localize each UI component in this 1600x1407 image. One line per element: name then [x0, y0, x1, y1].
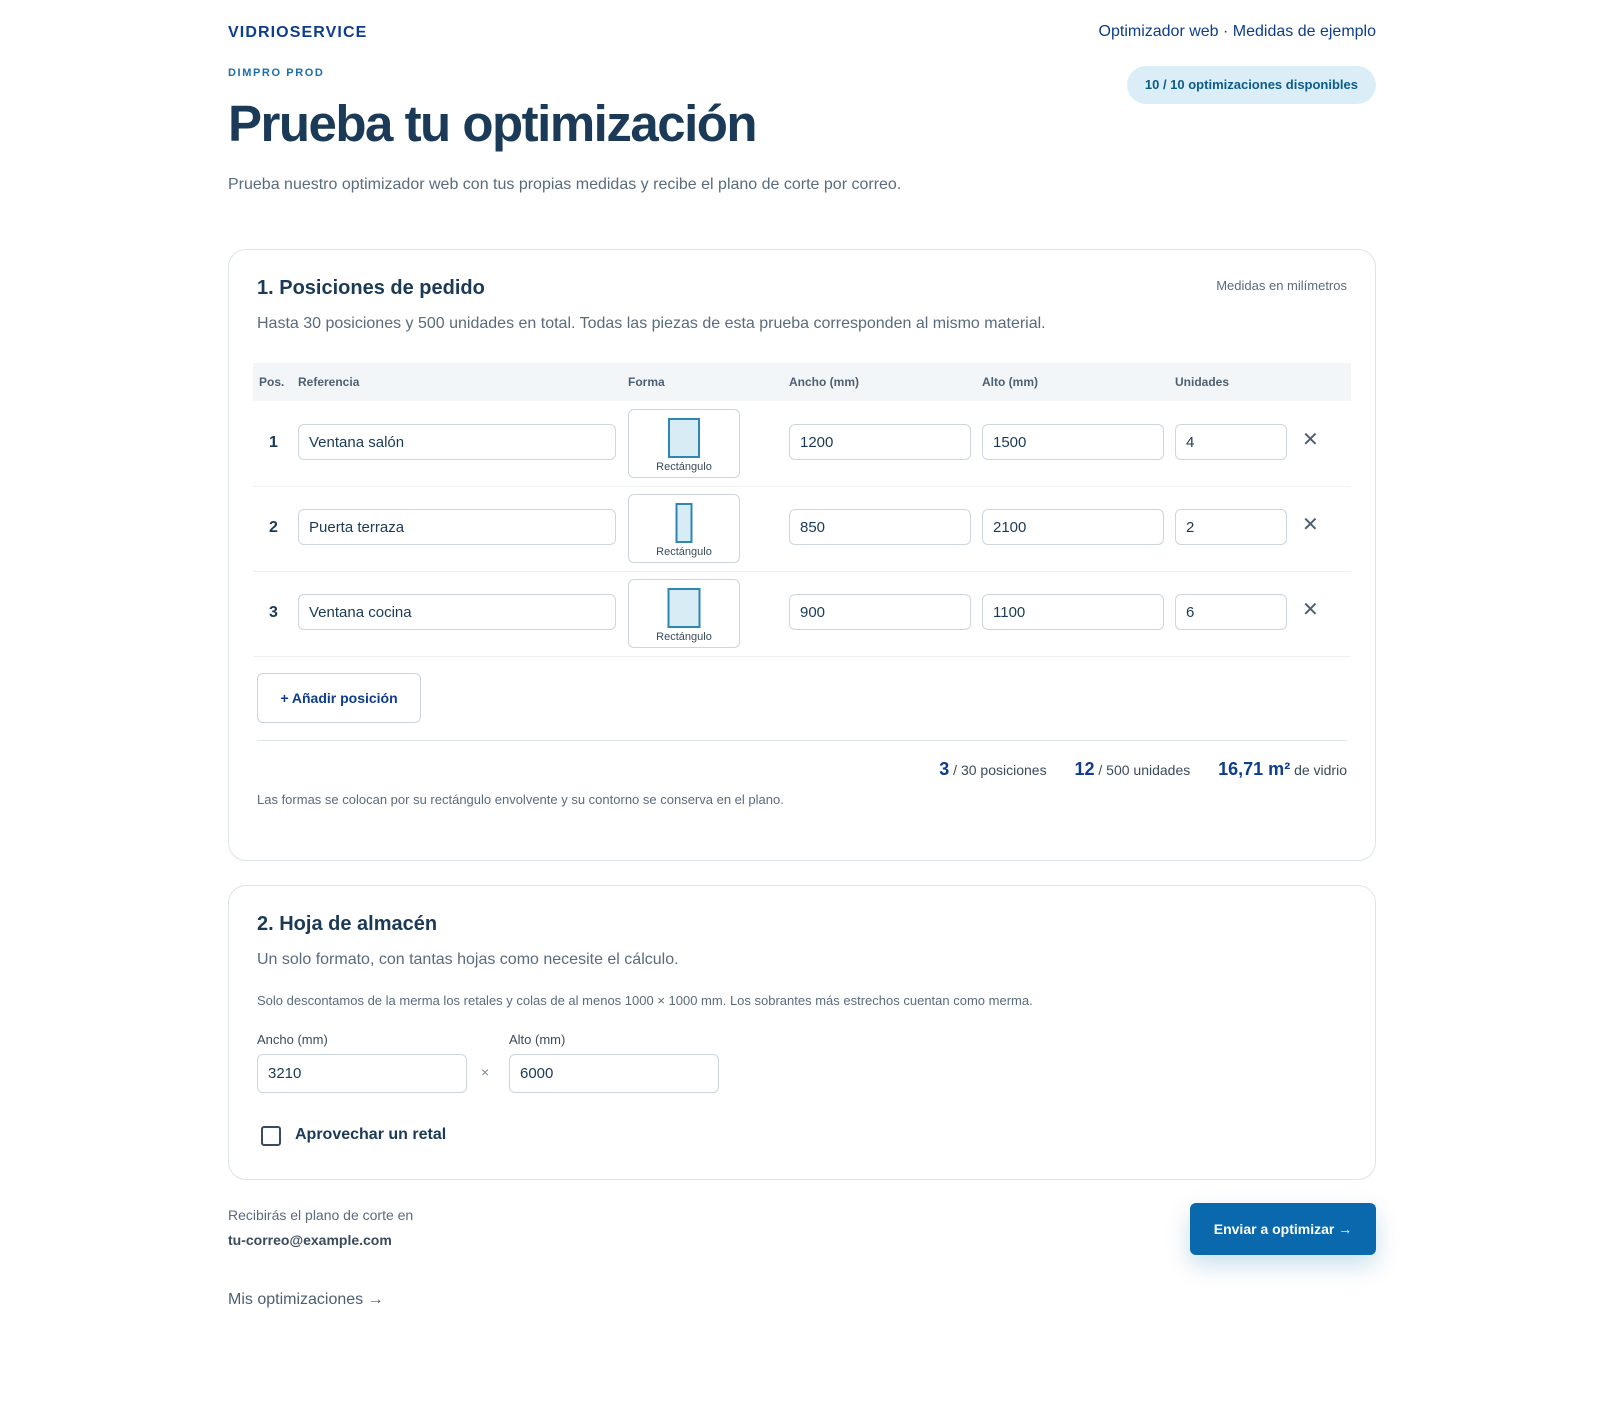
table-row	[253, 486, 1351, 572]
shape-selector[interactable]	[628, 494, 740, 563]
col-header-pos: Pos.	[259, 375, 285, 389]
receive-text: Recibirás el plano de corte en	[228, 1207, 414, 1223]
units-input[interactable]: 4	[1175, 424, 1287, 460]
use-remnant-label[interactable]: Aprovechar un retal	[295, 1126, 447, 1143]
row-position: 2	[269, 519, 278, 536]
sheet-height-label: Alto (mm)	[509, 1032, 566, 1047]
send-optimize-button[interactable]: Enviar a optimizar →	[1190, 1203, 1376, 1255]
table-row	[253, 571, 1351, 657]
col-header-height: Alto (mm)	[982, 375, 1038, 389]
add-position-button[interactable]: + Añadir posición	[257, 673, 421, 723]
section-description: Hasta 30 posiciones y 500 unidades en total. Todas las piezas de esta prueba corresponden al mismo material.	[257, 315, 1046, 332]
sheet-width-input[interactable]: 3210	[257, 1054, 467, 1093]
rectangle-shape-icon	[668, 588, 701, 628]
merma-note: Solo descontamos de la merma los retales y colas de al menos 1000 × 1000 mm. Los sobrantes más estrechos cuentan como merma.	[257, 993, 1033, 1008]
row-position: 3	[269, 604, 278, 621]
width-input[interactable]: 900	[789, 594, 971, 630]
section-title: 2. Hoja de almacén	[257, 913, 438, 935]
positions-count	[939, 759, 1047, 779]
positions-text: / 30 posiciones	[953, 762, 1047, 778]
my-optimizations-link[interactable]: Mis optimizaciones →	[228, 1291, 384, 1308]
page-title: Prueba tu optimización	[228, 95, 757, 152]
col-header-shape: Forma	[628, 375, 665, 389]
use-remnant-checkbox[interactable]	[261, 1126, 281, 1146]
area-text: de vidrio	[1294, 762, 1347, 778]
delete-row-icon[interactable]: ✕	[1302, 429, 1319, 451]
height-input[interactable]: 1100	[982, 594, 1164, 630]
table-row	[253, 401, 1351, 487]
glass-area	[1218, 759, 1347, 779]
row-position: 1	[269, 434, 278, 451]
divider	[257, 740, 1347, 741]
positions-value: 3	[939, 759, 950, 779]
height-input[interactable]: 2100	[982, 509, 1164, 545]
shape-label: Rectángulo	[656, 546, 712, 558]
quota-badge: 10 / 10 optimizaciones disponibles	[1127, 66, 1376, 104]
order-summary	[915, 759, 1347, 780]
units-value: 12	[1074, 759, 1095, 779]
units-text: / 500 unidades	[1098, 762, 1191, 778]
order-positions-card	[228, 249, 1376, 861]
times-icon: ×	[481, 1064, 490, 1080]
brand-logo[interactable]: VIDRIOSERVICE	[228, 24, 368, 41]
reference-input[interactable]: Ventana salón	[298, 424, 616, 460]
table-header	[253, 363, 1351, 401]
area-value: 16,71 m²	[1218, 759, 1291, 779]
sheet-width-label: Ancho (mm)	[257, 1032, 328, 1047]
sheet-height-input[interactable]: 6000	[509, 1054, 719, 1093]
height-input[interactable]: 1500	[982, 424, 1164, 460]
stock-sheet-card	[228, 885, 1376, 1180]
col-header-width: Ancho (mm)	[789, 375, 859, 389]
rectangle-shape-icon	[676, 503, 693, 543]
width-input[interactable]: 850	[789, 509, 971, 545]
reference-input[interactable]: Ventana cocina	[298, 594, 616, 630]
shape-selector[interactable]	[628, 409, 740, 478]
email-address: tu-correo@example.com	[228, 1232, 392, 1248]
section-description: Un solo formato, con tantas hojas como necesite el cálculo.	[257, 951, 679, 968]
col-header-units: Unidades	[1175, 375, 1230, 389]
eyebrow-label: DIMPRO PROD	[228, 67, 325, 79]
col-header-reference: Referencia	[298, 375, 360, 389]
rectangle-shape-icon	[668, 418, 700, 458]
shape-label: Rectángulo	[656, 631, 712, 643]
width-input[interactable]: 1200	[789, 424, 971, 460]
top-nav-link[interactable]: Optimizador web · Medidas de ejemplo	[1098, 23, 1376, 40]
units-input[interactable]: 2	[1175, 509, 1287, 545]
page-subtitle: Prueba nuestro optimizador web con tus propias medidas y recibe el plano de corte por correo.	[228, 176, 902, 193]
units-note: Medidas en milímetros	[1216, 278, 1347, 293]
shape-label: Rectángulo	[656, 461, 712, 473]
units-count	[1074, 759, 1191, 779]
delete-row-icon[interactable]: ✕	[1302, 599, 1319, 621]
section-title: 1. Posiciones de pedido	[257, 277, 485, 299]
delete-row-icon[interactable]: ✕	[1302, 514, 1319, 536]
units-input[interactable]: 6	[1175, 594, 1287, 630]
shape-selector[interactable]	[628, 579, 740, 648]
shapes-note: Las formas se colocan por su rectángulo envolvente y su contorno se conserva en el plano.	[257, 792, 784, 807]
reference-input[interactable]: Puerta terraza	[298, 509, 616, 545]
